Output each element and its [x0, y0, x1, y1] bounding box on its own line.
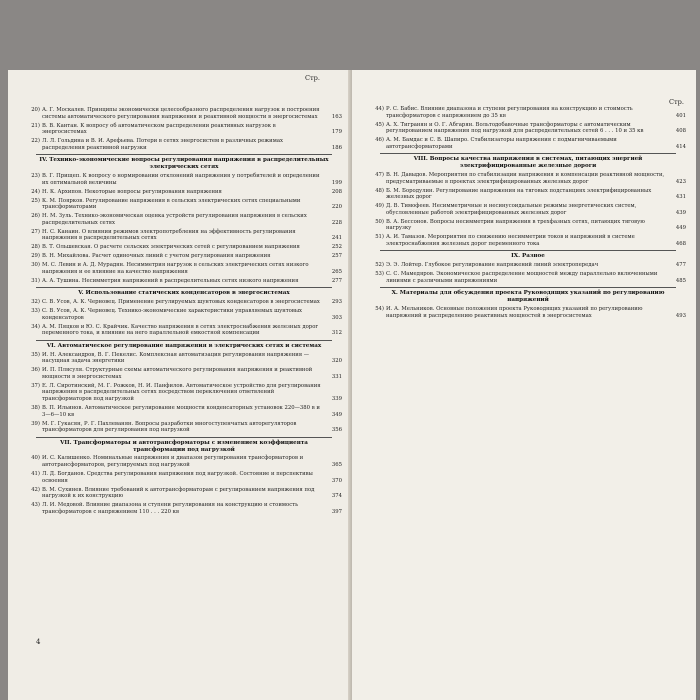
- toc-entry: [370, 188, 686, 201]
- entry-page: 186: [331, 144, 342, 151]
- entry-page: 439: [675, 209, 686, 216]
- entry-title: В. Г. Прищеп. К вопросу о нормировании отклонений напряжения у потребителей и определении их оптимальной величины: [42, 172, 320, 186]
- entry-page: 220: [331, 204, 342, 211]
- entry-page: 241: [331, 235, 342, 242]
- toc-entry: [26, 229, 342, 242]
- entry-title: И. Н. Александров, В. Г. Пекелис. Комплексная автоматизация регулирования напряжения — насущная задача энергетики: [42, 351, 310, 365]
- section-heading: V. Использование статических конденсаторов в энергосистемах: [36, 287, 332, 297]
- entry-page: 303: [331, 314, 342, 321]
- entry-title: Н. К. Архипов. Некоторые вопросы регулирования напряжения: [42, 188, 222, 195]
- toc-entry: [26, 123, 342, 136]
- entry-number: 24): [31, 188, 40, 195]
- toc-entry: [26, 173, 342, 186]
- entry-title: Л. Л. Гольдина и В. И. Арефьева. Потери в сетях энергосистем в различных режимах распределения реактивной нагрузки: [42, 138, 283, 151]
- entry-page: 374: [331, 493, 342, 500]
- entry-number: 49): [375, 203, 384, 210]
- entry-title: Л. Д. Богданов. Средства регулирования напряжения под нагрузкой. Состояние и перспективы освоения: [42, 470, 313, 484]
- entry-page: 312: [331, 330, 342, 337]
- entry-number: 31): [31, 277, 40, 284]
- entry-title: В. Н. Давыдов. Мероприятия по стабилизации напряжения и компенсации реактивной мощности, предусматриваемые в проектах электрифицированных железных дорог: [386, 171, 665, 185]
- entry-page: 208: [331, 188, 342, 195]
- entry-title: Р. С. Бабис. Влияние диапазона и ступени регулирования на конструкцию и стоимость трансформаторов с напряжением до 35 кв: [386, 106, 633, 119]
- entry-number: 22): [31, 138, 40, 145]
- entry-title: И. А. Мельников. Основные положения проекта Руководящих указаний по регулированию напряжений и распределению реактивных мощностей в энергосистемах: [386, 306, 643, 319]
- entry-number: 35): [31, 351, 40, 358]
- toc-entry: [26, 352, 342, 365]
- section-heading: IV. Технико-экономические вопросы регулирования напряжения в распределительных электрических сетях: [36, 154, 332, 171]
- entry-title: А. А. Тушина. Несимметрия напряжений в распределительных сетях низкого напряжения: [42, 277, 299, 284]
- entry-page: 356: [331, 427, 342, 434]
- toc-entry: [26, 198, 342, 211]
- entry-title: И. С. Калишенко. Номинальные напряжения и диапазон регулирования трансформаторов и автотрансформаторов, регулируемых под нагрузкой: [42, 455, 304, 468]
- toc-entry: [26, 244, 342, 251]
- entry-page: 493: [675, 312, 686, 319]
- entry-title: М. С. Левин и А. Д. Мурадян. Несимметрия нагрузок в сельских электрических сетях низкого напряжения и ее влияние на качество напряжения: [42, 262, 309, 275]
- entry-title: М. Г. Гукасян, Р. Г. Пахлеванян. Вопросы разработки многоступенчатых авторегуляторов трансформаторов для регулирования под нагрузкой: [42, 420, 297, 434]
- toc-entry: [26, 107, 342, 120]
- entry-page: 257: [331, 253, 342, 260]
- page-number: 4: [36, 638, 41, 646]
- entry-page: 365: [331, 462, 342, 468]
- toc-entry: [370, 137, 686, 150]
- entry-number: 44): [375, 106, 384, 112]
- toc-entry: [370, 203, 686, 216]
- entry-number: 20): [31, 107, 40, 113]
- entry-number: 40): [31, 455, 40, 462]
- toc-entry: [370, 122, 686, 135]
- toc-entry: [370, 172, 686, 185]
- entry-title: А. И. Тамазов. Мероприятия по снижению несимметрии токов и напряжений в системе электроснабжения железных дорог переменного тока: [386, 234, 635, 247]
- toc-entry: [26, 213, 342, 226]
- entry-title: Л. И. Медовой. Влияние диапазона и ступени регулирования на конструкцию и стоимость трансформаторов с напряжением 110 . . . 220 кв: [42, 502, 298, 515]
- entry-title: С. В. Усов, А. К. Черновец. Применение регулируемых шунтовых конденсаторов в энергосистемах: [42, 299, 320, 306]
- entry-number: 34): [31, 323, 40, 330]
- toc-entry: [26, 299, 342, 306]
- entry-number: 32): [31, 299, 40, 306]
- toc-entry: [26, 383, 342, 403]
- entry-number: 53): [375, 271, 384, 278]
- toc-entry: [26, 487, 342, 500]
- entry-page: 408: [675, 128, 686, 135]
- entry-number: 43): [31, 502, 40, 509]
- entry-page: 331: [331, 373, 342, 380]
- entry-title: В. В. Кантан. К вопросу об автоматическом распределении реактивных нагрузок в энергосистемах: [42, 122, 276, 136]
- entry-page: 468: [675, 240, 686, 247]
- entry-title: А. М. Пяцков и Ю. С. Крайчик. Качество напряжения в сетях электроснабжения железных дорог переменного тока, и влияние на него параллельной емкостной компенсации: [42, 323, 319, 337]
- entry-page: 228: [331, 219, 342, 226]
- entry-number: 28): [31, 244, 40, 251]
- toc-entry: [26, 324, 342, 337]
- toc-entry: [26, 367, 342, 380]
- toc-entry: [26, 189, 342, 196]
- toc-entry: [26, 421, 342, 434]
- entry-number: 38): [31, 405, 40, 412]
- entry-title: А. Г. Москалев. Принципы экономически целесообразного распределения нагрузок и построения системы автоматического регулирования напряжения и реактивной мощности в энергосистемах: [42, 107, 320, 120]
- section-heading: VIII. Вопросы качества напряжения в системах, питающих энергией электрифицированные железные дороги: [380, 153, 676, 170]
- entry-title: В. П. Ильинов. Автоматическое регулирование мощности конденсаторных установок 220—380 в и 3—6—10 кв: [42, 405, 320, 418]
- entry-page: 339: [331, 396, 342, 403]
- entry-title: Б. М. Бородулин. Регулирование напряжения на тяговых подстанциях электрифицированных железных дорог: [386, 187, 652, 201]
- entry-page: 477: [675, 262, 686, 269]
- entry-number: 51): [375, 234, 384, 241]
- left-page: [8, 70, 352, 700]
- toc-entry: [26, 253, 342, 260]
- toc-entry: [370, 219, 686, 232]
- entry-number: 29): [31, 253, 40, 260]
- entry-title: С. С. Мамедяров. Экономическое распределение мощностей между параллельно включенными линиями с различными напряжениями: [386, 271, 658, 284]
- entry-page: 423: [675, 178, 686, 185]
- entry-number: 30): [31, 262, 40, 269]
- section-heading: IX. Разное: [380, 250, 676, 260]
- entry-page: 252: [331, 244, 342, 251]
- toc-entry: [26, 502, 342, 515]
- entry-page: 485: [675, 277, 686, 284]
- entry-number: 27): [31, 228, 40, 235]
- toc-entry: [370, 306, 686, 319]
- entry-page: 349: [331, 411, 342, 418]
- entry-title: И. П. Плясуля. Структурные схемы автоматического регулирования напряжения и реактивной мощности в энергосистемах: [42, 367, 313, 380]
- toc-entry: [26, 262, 342, 275]
- entry-title: Э. Э. Лойтер. Глубокое регулирование напряжений линий электропередач: [386, 262, 599, 269]
- entry-number: 50): [375, 218, 384, 225]
- entry-title: К. М. Поярков. Регулирование напряжения в сельских электрических сетях специальными трансформаторами: [42, 197, 301, 211]
- entry-number: 45): [375, 121, 384, 128]
- entry-page: 320: [331, 358, 342, 365]
- page-header-label: Стр.: [668, 98, 684, 106]
- entry-page: 397: [331, 508, 342, 515]
- toc-entry: [370, 234, 686, 247]
- section-heading: VII. Трансформаторы и автотрансформаторы с изменением коэффициента трансформации под нагрузкой: [36, 437, 332, 454]
- entry-number: 21): [31, 122, 40, 129]
- entry-page: 401: [675, 112, 686, 119]
- entry-number: 48): [375, 187, 384, 194]
- right-toc: [370, 106, 686, 322]
- entry-number: 23): [31, 172, 40, 179]
- entry-number: 39): [31, 420, 40, 427]
- entry-number: 47): [375, 171, 384, 178]
- entry-title: Д. В. Тимофеев. Несимметричные и несинусоидальные режимы энергетических систем, обусловленные работой электрифицированных железных дорог: [386, 203, 637, 216]
- section-heading: X. Материалы для обсуждения проекта Руководящих указаний по регулированию напряжений: [380, 287, 676, 304]
- entry-number: 26): [31, 213, 40, 220]
- entry-number: 52): [375, 262, 384, 269]
- entry-page: 277: [331, 277, 342, 284]
- entry-number: 33): [31, 308, 40, 315]
- entry-number: 25): [31, 197, 40, 204]
- toc-entry: [26, 278, 342, 285]
- entry-title: В. Н. Михайлова. Расчет одиночных линий с учетом регулирования напряжения: [42, 253, 271, 260]
- page-header-label: Стр.: [304, 74, 320, 82]
- entry-page: 414: [675, 143, 686, 150]
- entry-number: 41): [31, 470, 40, 477]
- entry-page: 179: [331, 129, 342, 136]
- entry-title: Е. Л. Сиротинский, М. Г. Рожков, Н. И. Панфилов. Автоматическое устройство для регулирования напряжения в распределительных сетях посредством переключения ответвлений трансформаторов под нагрузкой: [42, 382, 321, 403]
- entry-title: А. М. Бамдас и С. В. Шапиро. Стабилизаторы напряжения с подмагничиваемыми автотрансформаторами: [386, 137, 617, 150]
- entry-title: В. Т. Ольшевская. О расчете сельских электрических сетей с регулированием напряжения: [42, 244, 300, 251]
- entry-number: 37): [31, 382, 40, 389]
- toc-entry: [26, 138, 342, 151]
- toc-entry: [26, 308, 342, 321]
- entry-number: 46): [375, 137, 384, 144]
- toc-entry: [26, 405, 342, 418]
- entry-title: Н. М. Зуль. Технико-экономическая оценка устройств регулирования напряжения в сельских распределительных сетях: [42, 213, 307, 226]
- toc-entry: [370, 271, 686, 284]
- section-heading: VI. Автоматическое регулирование напряжения в электрических сетях и системах: [36, 340, 332, 350]
- entry-page: 265: [331, 268, 342, 275]
- entry-page: 293: [331, 299, 342, 306]
- toc-entry: [370, 262, 686, 269]
- toc-entry: [26, 471, 342, 484]
- entry-title: В. А. Бессонов. Вопросы несимметрии напряжения в трехфазных сетях, питающих тяговую нагрузку: [386, 218, 645, 232]
- entry-number: 36): [31, 367, 40, 374]
- entry-page: 163: [331, 113, 342, 120]
- toc-entry: [26, 455, 342, 468]
- entry-title: Н. С. Канаин. О влиянии режимов электропотребления на эффективность регулирования напряжения в распределительных сетях: [42, 228, 296, 242]
- toc-entry: [370, 106, 686, 119]
- entry-title: В. М. Сухинев. Влияние требований к автотрансформаторам с регулированием напряжения под нагрузкой к их конструкцию: [42, 486, 315, 500]
- entry-title: С. В. Усов, А. К. Черновец. Технико-экономические характеристики управляемых шунтовых конденсаторов: [42, 308, 303, 321]
- left-toc: [26, 107, 342, 518]
- entry-page: 370: [331, 477, 342, 484]
- entry-page: 449: [675, 225, 686, 232]
- entry-number: 54): [375, 306, 384, 312]
- entry-page: 431: [675, 194, 686, 201]
- entry-title: А. Х. Тигранян и О. Г. Абгарян. Вольтодобавочные трансформаторы с автоматическим регулированием напряжения под нагрузкой для распределительных сетей 6 . . . 10 и 35 кв: [386, 121, 644, 135]
- entry-number: 42): [31, 486, 40, 493]
- right-page: [352, 70, 696, 700]
- entry-page: 199: [331, 179, 342, 186]
